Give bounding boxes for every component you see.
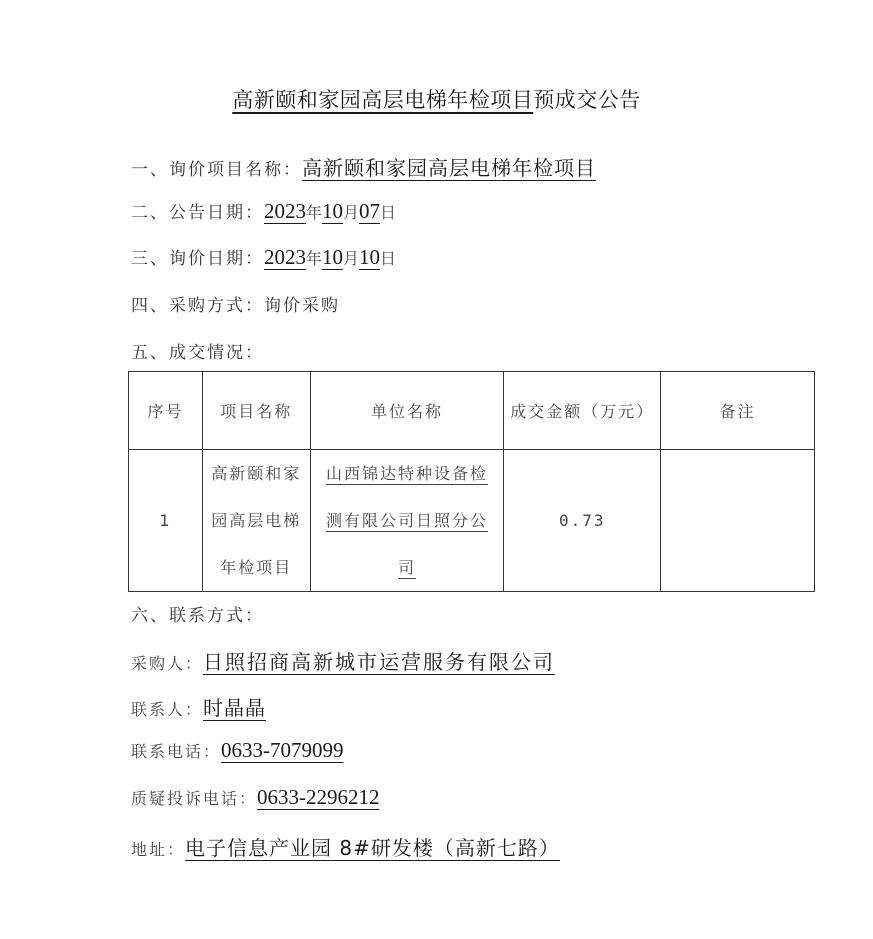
section-project-name bbox=[131, 152, 596, 181]
header-index: 序号 bbox=[129, 372, 203, 450]
document-title bbox=[0, 84, 873, 114]
section-announce-date bbox=[131, 198, 396, 224]
complaint-value: 0633-2296212 bbox=[257, 785, 380, 809]
header-unit-name: 单位名称 bbox=[310, 372, 504, 450]
section-inquiry-date bbox=[131, 244, 396, 270]
section-contact bbox=[131, 601, 264, 626]
table-header-row bbox=[129, 372, 815, 450]
phone-label: 联系电话： bbox=[131, 742, 222, 761]
announce-year: 2023 bbox=[264, 199, 306, 223]
section-label: 六、联系方式： bbox=[131, 606, 264, 626]
section-label: 三、询价日期： bbox=[131, 249, 264, 269]
header-project-name: 项目名称 bbox=[202, 372, 310, 450]
header-note: 备注 bbox=[661, 372, 815, 450]
month-unit: 月 bbox=[343, 203, 360, 222]
day-unit: 日 bbox=[380, 203, 397, 222]
section-procurement-method bbox=[131, 291, 340, 316]
cell-unit-name bbox=[310, 450, 504, 592]
title-project-name: 高新颐和家园高层电梯年检项目 bbox=[232, 88, 534, 112]
inquiry-month: 10 bbox=[322, 245, 344, 269]
cell-line: 园高层电梯 bbox=[211, 511, 302, 530]
inquiry-day: 10 bbox=[359, 245, 381, 269]
contact-complaint-phone bbox=[131, 785, 380, 810]
year-unit: 年 bbox=[306, 249, 323, 268]
complaint-label: 质疑投诉电话： bbox=[131, 789, 258, 808]
phone-value: 0633-7079099 bbox=[221, 738, 344, 762]
month-unit: 月 bbox=[343, 249, 360, 268]
contact-buyer bbox=[131, 646, 555, 675]
buyer-label: 采购人： bbox=[131, 654, 204, 673]
procurement-method-value: 询价采购 bbox=[264, 296, 340, 316]
title-suffix: 预成交公告 bbox=[533, 88, 641, 112]
announce-day: 07 bbox=[359, 199, 381, 223]
address-value: 电子信息产业园 8#研发楼（高新七路） bbox=[185, 836, 560, 860]
cell-note bbox=[661, 450, 815, 592]
section-label: 五、成交情况： bbox=[131, 343, 264, 363]
contact-person bbox=[131, 692, 266, 721]
address-label: 地址： bbox=[131, 840, 186, 859]
cell-line: 年检项目 bbox=[220, 558, 293, 577]
cell-line: 高新颐和家 bbox=[211, 464, 302, 483]
inquiry-year: 2023 bbox=[264, 245, 306, 269]
section-label: 一、询价项目名称： bbox=[131, 160, 302, 180]
year-unit: 年 bbox=[306, 203, 323, 222]
cell-line: 山西锦达特种设备检 bbox=[326, 464, 489, 483]
cell-line: 司 bbox=[398, 558, 417, 577]
cell-index: 1 bbox=[129, 450, 203, 592]
section-label: 四、采购方式： bbox=[131, 296, 264, 316]
person-label: 联系人： bbox=[131, 700, 204, 719]
buyer-value: 日照招商高新城市运营服务有限公司 bbox=[203, 650, 556, 674]
person-value: 时晶晶 bbox=[203, 696, 267, 720]
cell-line: 测有限公司日照分公 bbox=[326, 511, 489, 530]
cell-amount: 0.73 bbox=[504, 450, 661, 592]
day-unit: 日 bbox=[380, 249, 397, 268]
contact-address bbox=[131, 832, 560, 861]
project-name-value: 高新颐和家园高层电梯年检项目 bbox=[302, 156, 596, 180]
contact-phone bbox=[131, 738, 344, 763]
deal-table bbox=[128, 371, 815, 592]
header-amount: 成交金额（万元） bbox=[504, 372, 661, 450]
section-label: 二、公告日期： bbox=[131, 203, 264, 223]
section-deal-status bbox=[131, 338, 264, 363]
announce-month: 10 bbox=[322, 199, 344, 223]
cell-project-name bbox=[202, 450, 310, 592]
table-row bbox=[129, 450, 815, 592]
